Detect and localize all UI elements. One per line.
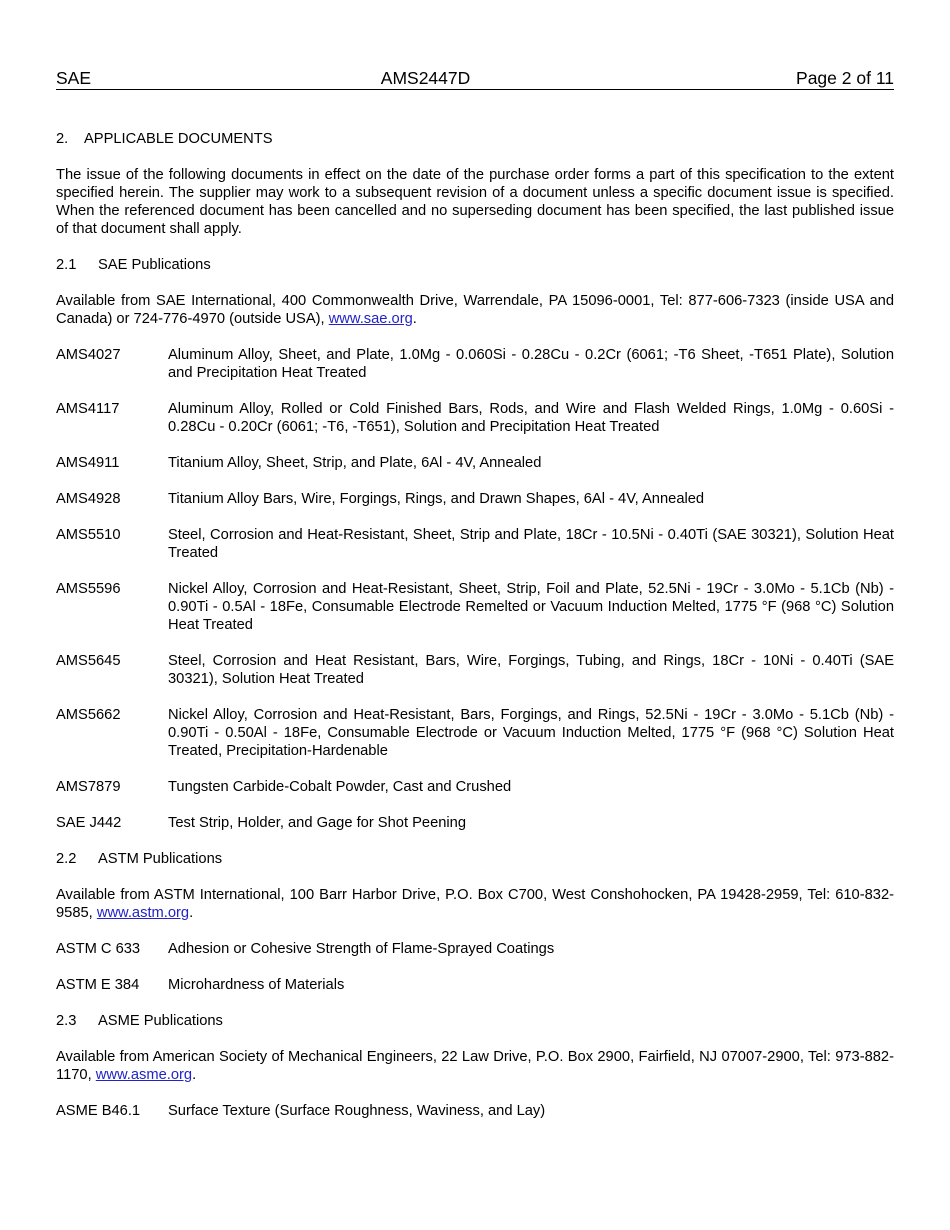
availability-text: Available from SAE International, 400 Commonwealth Drive, Warrendale, PA 15096-0001, Tel: 877-606-7323 (inside USA and Canada) or 724-776-4970 (outside USA), [56, 293, 894, 327]
reference-description: Adhesion or Cohesive Strength of Flame-Sprayed Coatings [168, 941, 555, 957]
reference-description: Aluminum Alloy, Sheet, and Plate, 1.0Mg - 0.060Si - 0.28Cu - 0.2Cr (6061; -T6 Sheet, -T651 Plate), Solution and Precipitation Heat Treated [168, 347, 894, 381]
subsection-number: 2.3 [56, 1013, 77, 1029]
reference-description: Microhardness of Materials [168, 977, 345, 993]
reference-item [56, 706, 894, 760]
reference-item [56, 346, 894, 382]
reference-code: SAE J442 [56, 815, 122, 831]
reference-code: AMS4117 [56, 401, 120, 417]
reference-item [56, 454, 894, 472]
availability-text: Available from American Society of Mechanical Engineers, 22 Law Drive, P.O. Box 2900, Fairfield, NJ 07007-2900, Tel: 973-882-1170, [56, 1049, 894, 1083]
reference-description: Aluminum Alloy, Rolled or Cold Finished Bars, Rods, and Wire and Flash Welded Rings, 1.0Mg - 0.60Si - 0.28Cu - 0.20Cr (6061; -T6, -T651), Solution and Precipitation Heat Treated [168, 401, 894, 435]
reference-item [56, 1102, 894, 1120]
reference-code: ASTM E 384 [56, 977, 140, 993]
reference-item [56, 814, 894, 832]
reference-description: Titanium Alloy Bars, Wire, Forgings, Rings, and Drawn Shapes, 6Al - 4V, Annealed [168, 491, 705, 507]
page-header [56, 68, 894, 90]
reference-description: Nickel Alloy, Corrosion and Heat-Resistant, Bars, Forgings, and Rings, 52.5Ni - 19Cr - 3.0Mo - 5.1Cb (Nb) - 0.90Ti - 0.50Al - 18Fe, Consumable Electrode or Vacuum Induction Melted, 1775 °F (968 °C) Solution Heat Treated, Precipitation-Hardenable [168, 707, 894, 759]
reference-code: AMS5510 [56, 527, 121, 543]
reference-code: AMS4027 [56, 347, 121, 363]
reference-item [56, 940, 894, 958]
document-page [56, 68, 894, 1120]
reference-description: Surface Texture (Surface Roughness, Waviness, and Lay) [168, 1103, 546, 1119]
reference-code: AMS7879 [56, 779, 121, 795]
astm-reference-list [56, 940, 894, 994]
section-intro: The issue of the following documents in effect on the date of the purchase order forms a part of this specification to the extent specified herein. The supplier may work to a subsequent revision of a document unless a specific document issue is specified. When the referenced document has been cancelled and no superseding document has been specified, the last published issue of that document shall apply. [56, 167, 894, 237]
reference-item [56, 652, 894, 688]
subsection-title: SAE Publications [98, 257, 211, 273]
subsection-title: ASTM Publications [98, 851, 223, 867]
reference-item [56, 526, 894, 562]
section-heading [56, 130, 894, 148]
reference-description: Tungsten Carbide-Cobalt Powder, Cast and Crushed [168, 779, 512, 795]
section-title: APPLICABLE DOCUMENTS [84, 131, 273, 147]
reference-description: Titanium Alloy, Sheet, Strip, and Plate, 6Al - 4V, Annealed [168, 455, 542, 471]
reference-item [56, 778, 894, 796]
reference-code: AMS5645 [56, 653, 121, 669]
reference-item [56, 580, 894, 634]
reference-item [56, 400, 894, 436]
reference-item [56, 976, 894, 994]
subsection-number: 2.2 [56, 851, 77, 867]
subsection-title: ASME Publications [98, 1013, 223, 1029]
asme-reference-list [56, 1102, 894, 1120]
subsection-heading-astm [56, 850, 894, 868]
availability-tail: . [192, 1067, 197, 1083]
availability-sae [56, 292, 894, 328]
availability-astm [56, 886, 894, 922]
reference-item [56, 490, 894, 508]
availability-asme [56, 1048, 894, 1084]
sae-website-link[interactable]: www.sae.org [328, 311, 413, 327]
asme-website-link[interactable]: www.asme.org [95, 1067, 193, 1083]
reference-code: ASME B46.1 [56, 1103, 141, 1119]
reference-code: AMS5662 [56, 707, 121, 723]
sae-reference-list [56, 346, 894, 832]
reference-description: Test Strip, Holder, and Gage for Shot Peening [168, 815, 467, 831]
astm-website-link[interactable]: www.astm.org [96, 905, 190, 921]
reference-description: Steel, Corrosion and Heat-Resistant, Sheet, Strip and Plate, 18Cr - 10.5Ni - 0.40Ti (SAE 30321), Solution Heat Treated [168, 527, 894, 561]
header-doc-number: AMS2447D [380, 68, 471, 88]
reference-code: ASTM C 633 [56, 941, 141, 957]
availability-text: Available from ASTM International, 100 Barr Harbor Drive, P.O. Box C700, West Conshohocken, PA 19428-2959, Tel: 610-832-9585, [56, 887, 894, 921]
reference-code: AMS4911 [56, 455, 120, 471]
section-number: 2. [56, 131, 69, 147]
subsection-heading-sae [56, 256, 894, 274]
reference-code: AMS4928 [56, 491, 121, 507]
header-org: SAE [56, 68, 92, 88]
subsection-heading-asme [56, 1012, 894, 1030]
reference-description: Nickel Alloy, Corrosion and Heat-Resistant, Sheet, Strip, Foil and Plate, 52.5Ni - 19Cr - 3.0Mo - 5.1Cb (Nb) - 0.90Ti - 0.5Al - 18Fe, Consumable Electrode Remelted or Vacuum Induction Melted, 1775 °F (968 °C) Solution Heat Treated [168, 581, 894, 633]
availability-tail: . [412, 311, 417, 327]
reference-description: Steel, Corrosion and Heat Resistant, Bars, Wire, Forgings, Tubing, and Rings, 18Cr - 10Ni - 0.40Ti (SAE 30321), Solution Heat Treated [168, 653, 894, 687]
header-page-number: Page 2 of 11 [796, 68, 894, 88]
availability-tail: . [189, 905, 194, 921]
subsection-number: 2.1 [56, 257, 77, 273]
reference-code: AMS5596 [56, 581, 121, 597]
